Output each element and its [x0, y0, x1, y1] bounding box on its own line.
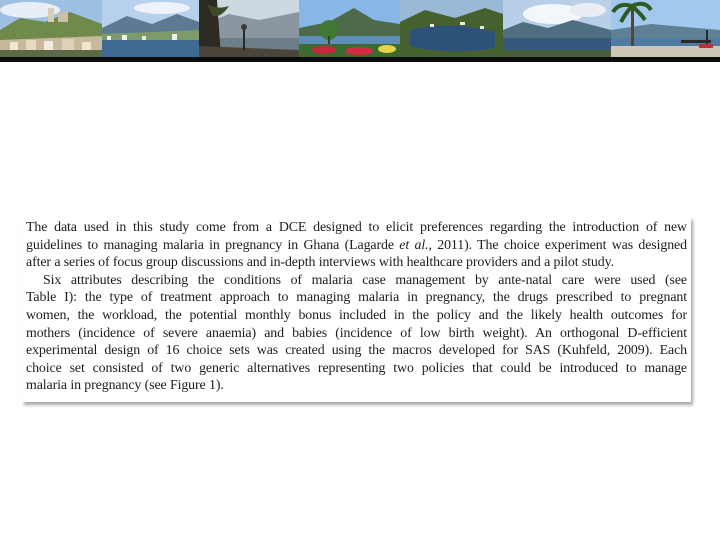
lake-clouds-photo [503, 0, 611, 57]
text-line: Six attributes describing the conditions of malaria case management by ante-natal care were used (see [43, 272, 687, 288]
text-line: women, the workload, the potential monthly bonus included in the policy and the likely health outcomes for [26, 307, 687, 323]
paragraph-2 [26, 272, 687, 395]
text-line: after a series of focus group discussions and in-depth interviews with healthcare providers and a pilot study. [26, 255, 614, 271]
paragraph-1 [26, 219, 687, 272]
text-line: The data used in this study come from a DCE designed to elicit preferences regarding the introduction of new [26, 220, 687, 235]
lakeside-town-photo [102, 0, 199, 57]
photo-banner [0, 0, 720, 57]
scanned-text-excerpt [22, 217, 691, 402]
text-line: mothers (incidence of severe anaemia) and babies (incidence of low birth weight). An orthogonal D-efficient [26, 325, 687, 341]
lake-bay-photo [400, 0, 503, 57]
text-line: Table I): the type of treatment approach to managing malaria in pregnancy, the drugs prescribed to pregnant [26, 290, 687, 306]
text-line: experimental design of 16 choice sets was created using the macros developed for SAS (Kuhfeld, 2009). Each [26, 343, 687, 359]
hilltop-castle-photo [0, 0, 102, 57]
text-line: choice set consisted of two generic alternatives representing two policies that could be introduced to manage [26, 360, 687, 376]
text-line: guidelines to managing malaria in pregnancy in Ghana (Lagarde et al., 2011). The choice experiment was designed [26, 237, 687, 253]
italic-et-al: et al. [399, 237, 429, 253]
banner-divider [0, 57, 720, 62]
text-line: malaria in pregnancy (see Figure 1). [26, 378, 224, 394]
mountain-lake-flowers-photo [299, 0, 400, 57]
palm-promenade-photo [611, 0, 720, 57]
lakeside-promenade-photo [199, 0, 299, 57]
